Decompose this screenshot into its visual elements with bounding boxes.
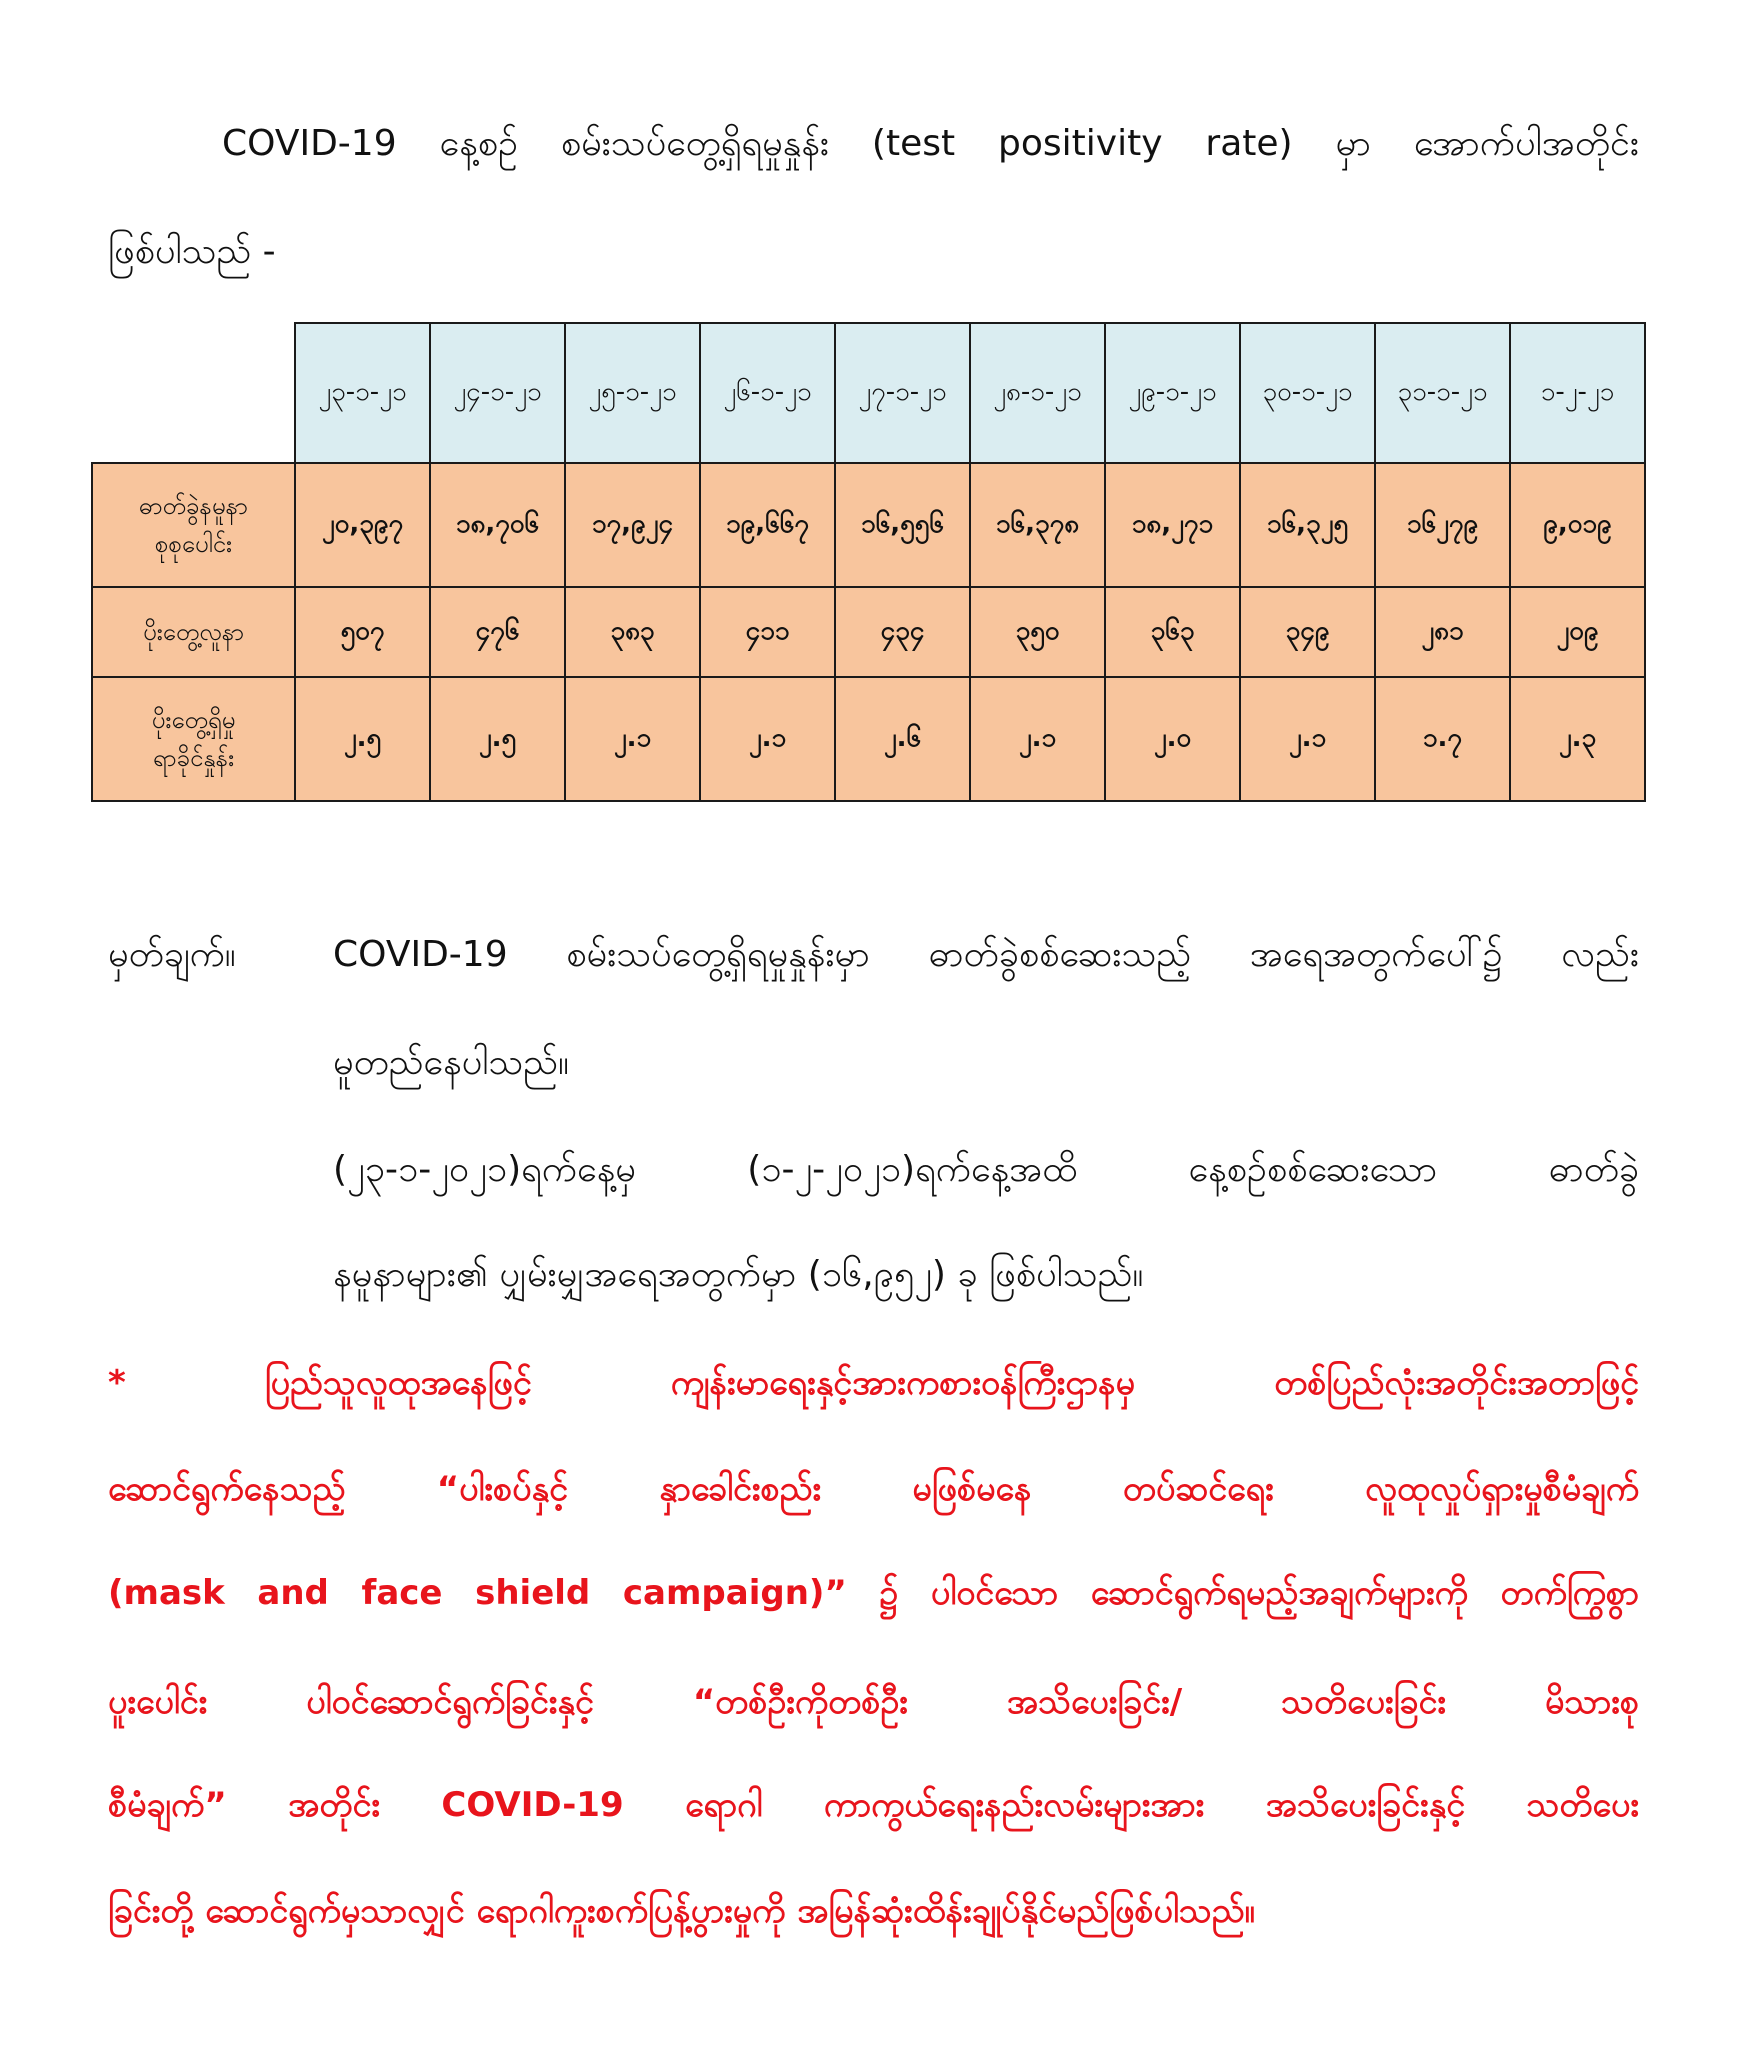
table-cell: ၂.၁ xyxy=(1240,677,1375,801)
table-cell: ၁၉,၆၆၇ xyxy=(700,463,835,587)
table-cell: ၁၈,၇၀၆ xyxy=(430,463,565,587)
table-cell: ၁၆၂၇၉ xyxy=(1375,463,1510,587)
table-row-positivity-rate xyxy=(92,677,1645,801)
notice-line-1: * ပြည်သူလူထုအနေဖြင့် ကျန်းမာရေးနှင့်အားကစားဝန်ကြီးဌာနမှ တစ်ပြည်လုံးအတိုင်းအတာဖြင့် xyxy=(108,1363,1639,1403)
table-cell: ၃၈၃ xyxy=(565,587,700,677)
notice-line-3: (mask and face shield campaign)” ၌ ပါဝင်သော ဆောင်ရွက်ရမည့်အချက်များကို တက်ကြွစွာ xyxy=(108,1573,1639,1613)
row-label-cell xyxy=(92,677,295,801)
table-header-row xyxy=(92,323,1645,463)
table-cell: ၉,၀၁၉ xyxy=(1510,463,1645,587)
date-header-cell: ၂၆-၁-၂၁ xyxy=(700,323,835,463)
date-header-cell: ၂၅-၁-၂၁ xyxy=(565,323,700,463)
table-cell: ၁.၇ xyxy=(1375,677,1510,801)
row-label-cell xyxy=(92,587,295,677)
table-cell: ၁၆,၃၇၈ xyxy=(970,463,1105,587)
table-cell: ၂.၆ xyxy=(835,677,970,801)
date-header-cell: ၂၉-၁-၂၁ xyxy=(1105,323,1240,463)
table-cell: ၃၅၀ xyxy=(970,587,1105,677)
notice-line-4: ပူးပေါင်း ပါဝင်ဆောင်ရွက်ခြင်းနှင့် “တစ်ဦးကိုတစ်ဦး အသိပေးခြင်း/ သတိပေးခြင်း မိသားစု xyxy=(108,1682,1639,1722)
date-header-cell: ၂၃-၁-၂၁ xyxy=(295,323,430,463)
table-cell: ၂.၁ xyxy=(565,677,700,801)
row-label-cell xyxy=(92,463,295,587)
table-cell: ၂၀,၃၉၇ xyxy=(295,463,430,587)
intro-line-1: COVID-19 နေ့စဉ် စမ်းသပ်တွေ့ရှိရမှုနှုန်း (test positivity rate) မှာ အောက်ပါအတိုင်း xyxy=(222,123,1639,164)
note-line-4: နမူနာများ၏ ပျှမ်းမျှအရေအတွက်မှာ (၁၆,၉၅၂) ခု ဖြစ်ပါသည်။ xyxy=(333,1254,1144,1295)
table-cell: ၂.၅ xyxy=(430,677,565,801)
table-cell: ၄၃၄ xyxy=(835,587,970,677)
table-cell: ၄၁၁ xyxy=(700,587,835,677)
row-label-line: ရာခိုင်နှုန်း xyxy=(152,744,235,772)
table-cell: ၁၇,၉၂၄ xyxy=(565,463,700,587)
table-cell: ၁၆,၃၂၅ xyxy=(1240,463,1375,587)
table-cell: ၃၆၃ xyxy=(1105,587,1240,677)
intro-line-2: ဖြစ်ပါသည် - xyxy=(108,231,276,272)
table-cell: ၂.၀ xyxy=(1105,677,1240,801)
table-cell: ၅၀၇ xyxy=(295,587,430,677)
table-corner-cell xyxy=(92,323,295,463)
date-header-cell: ၃၁-၁-၂၁ xyxy=(1375,323,1510,463)
date-header-cell: ၂၄-၁-၂၁ xyxy=(430,323,565,463)
date-header-cell: ၂၈-၁-၂၁ xyxy=(970,323,1105,463)
table-cell: ၂.၁ xyxy=(970,677,1105,801)
note-line-2: မူတည်နေပါသည်။ xyxy=(333,1042,569,1083)
table-cell: ၄၇၆ xyxy=(430,587,565,677)
date-header-cell: ၃၀-၁-၂၁ xyxy=(1240,323,1375,463)
table-cell: ၁၈,၂၇၁ xyxy=(1105,463,1240,587)
table-cell: ၂.၁ xyxy=(700,677,835,801)
note-label: မှတ်ချက်။ xyxy=(108,934,236,975)
note-line-3: (၂၃-၁-၂၀၂၁)ရက်နေ့မှ (၁-၂-၂၀၂၁)ရက်နေ့အထိ နေ့စဉ်စစ်ဆေးသော ဓာတ်ခွဲ xyxy=(333,1149,1639,1190)
row-label-line: စုစုပေါင်း xyxy=(154,530,233,558)
notice-line-2: ဆောင်ရွက်နေသည့် “ပါးစပ်နှင့် နှာခေါင်းစည်း မဖြစ်မနေ တပ်ဆင်ရေး လူထုလှုပ်ရှားမှုစီမံချက် xyxy=(108,1469,1639,1509)
notice-line-5: စီမံချက်” အတိုင်း COVID-19 ရောဂါ ကာကွယ်ရေးနည်းလမ်းများအား အသိပေးခြင်းနှင့် သတိပေး xyxy=(108,1785,1639,1825)
row-label-line: ဓာတ်ခွဲနမူနာ xyxy=(139,492,248,520)
table-row-samples xyxy=(92,463,1645,587)
date-header-cell: ၁-၂-၂၁ xyxy=(1510,323,1645,463)
table-cell: ၂.၃ xyxy=(1510,677,1645,801)
table-cell: ၂၀၉ xyxy=(1510,587,1645,677)
note-line-1: COVID-19 စမ်းသပ်တွေ့ရှိရမှုနှုန်းမှာ ဓာတ်ခွဲစစ်ဆေးသည့် အရေအတွက်ပေါ်၌ လည်း xyxy=(333,934,1639,975)
table-cell: ၂၈၁ xyxy=(1375,587,1510,677)
table-cell: ၂.၅ xyxy=(295,677,430,801)
notice-line-6: ခြင်းတို့ ဆောင်ရွက်မှသာလျှင် ရောဂါကူးစက်ပြန့်ပွားမှုကို အမြန်ဆုံးထိန်းချုပ်နိုင်မည်ဖြစ်ပါသည်။ xyxy=(108,1891,1255,1931)
row-label-line: ပိုးတွေ့ရှိမှု xyxy=(151,706,236,734)
row-label-line: ပိုးတွေ့လူနာ xyxy=(143,618,244,646)
table-cell: ၃၄၉ xyxy=(1240,587,1375,677)
date-header-cell: ၂၇-၁-၂၁ xyxy=(835,323,970,463)
test-positivity-table xyxy=(91,322,1646,802)
table-cell: ၁၆,၅၅၆ xyxy=(835,463,970,587)
table-row-positive-cases xyxy=(92,587,1645,677)
